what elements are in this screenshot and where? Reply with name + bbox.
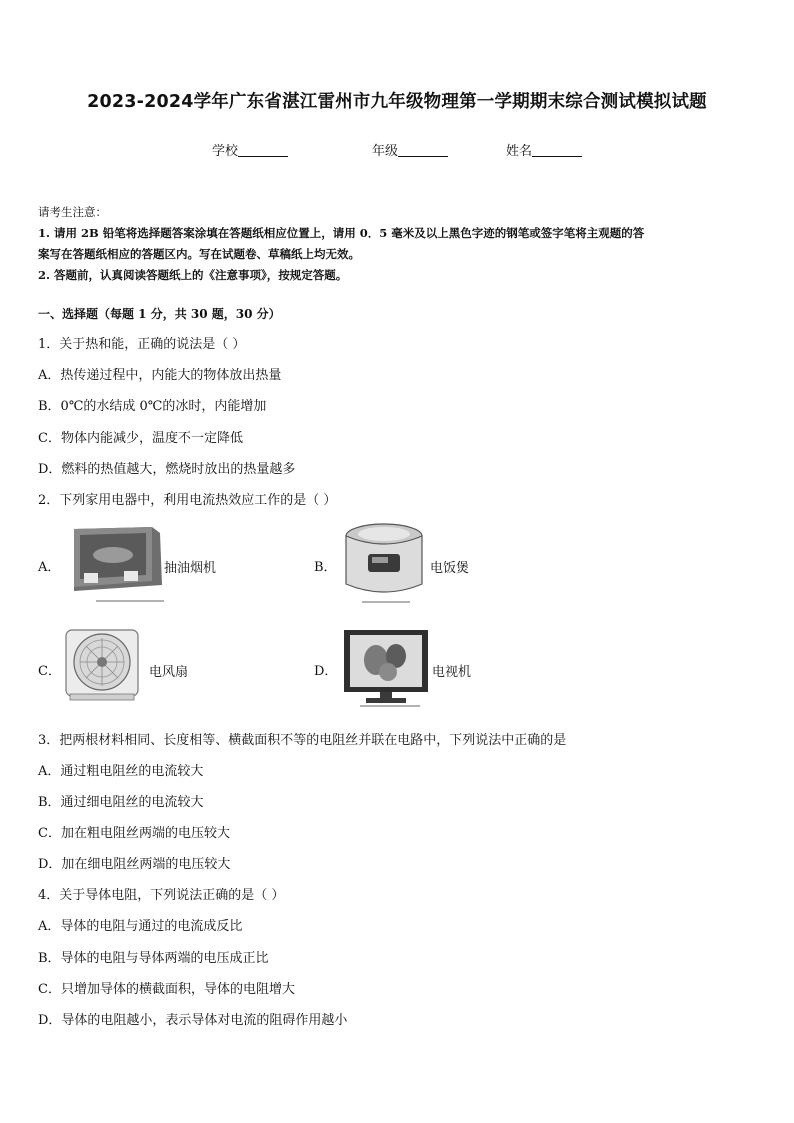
- question-2-option-b-label: 电饭煲: [430, 561, 470, 576]
- question-2-option-d-letter: D．: [314, 664, 338, 679]
- question-4-option-b: B．导体的电阻与导体两端的电压成正比: [38, 951, 269, 966]
- question-4-option-d: D．导体的电阻越小，表示导体对电流的阻碍作用越小: [38, 1013, 348, 1028]
- grade-label: 年级: [372, 144, 399, 159]
- question-4-option-a: A．导体的电阻与通过的电流成反比: [38, 919, 243, 934]
- page-title: 2023-2024学年广东省湛江雷州市九年级物理第一学期期末综合测试模拟试题: [87, 92, 707, 112]
- question-2-option-a-letter: A．: [38, 560, 61, 575]
- note-line: 1. 请用 2B 铅笔将选择题答案涂填在答题纸相应位置上，请用 0．5 毫米及以上黑色字迹的钢笔或签字笔将主观题的答: [38, 226, 645, 240]
- school-blank: [238, 142, 288, 157]
- question-1-option-c: C．物体内能减少，温度不一定降低: [38, 431, 243, 446]
- question-1-option-d: D．燃料的热值越大，燃烧时放出的热量越多: [38, 462, 296, 477]
- question-3-option-a: A．通过粗电阻丝的电流较大: [38, 764, 204, 779]
- note-line: 2. 答题前，认真阅读答题纸上的《注意事项》，按规定答题。: [38, 268, 348, 282]
- question-2-option-c-label: 电风扇: [149, 665, 189, 680]
- exam-notes: [38, 202, 760, 286]
- name-blank: [532, 142, 582, 157]
- notes-heading: 请考生注意：: [38, 205, 107, 219]
- question-3-option-b: B．通过细电阻丝的电流较大: [38, 795, 204, 810]
- question-2-stem: 2．下列家用电器中，利用电流热效应工作的是（ ）: [38, 493, 337, 508]
- school-field: [212, 140, 288, 159]
- name-label: 姓名: [506, 144, 533, 159]
- question-2-option-c-letter: C．: [38, 664, 61, 679]
- question-1-option-b: B．0℃的水结成 0℃的冰时，内能增加: [38, 399, 267, 414]
- note-line: 案写在答题纸相应的答题区内。写在试题卷、草稿纸上均无效。: [38, 247, 360, 261]
- question-2-option-d-label: 电视机: [432, 665, 472, 680]
- question-1-option-a: A．热传递过程中，内能大的物体放出热量: [38, 368, 282, 383]
- television-image: [340, 628, 432, 708]
- rice-cooker-image: [340, 522, 432, 604]
- question-1-stem: 1．关于热和能，正确的说法是（ ）: [38, 337, 246, 352]
- grade-blank: [398, 142, 448, 157]
- name-field: [506, 140, 582, 159]
- question-4-stem: 4．关于导体电阻，下列说法正确的是（ ）: [38, 888, 285, 903]
- range-hood-image: [66, 525, 166, 603]
- grade-field: [372, 140, 448, 159]
- school-label: 学校: [212, 144, 239, 159]
- question-4-option-c: C．只增加导体的横截面积，导体的电阻增大: [38, 982, 295, 997]
- question-2-option-a-label: 抽油烟机: [164, 561, 217, 576]
- question-3-stem: 3．把两根材料相同、长度相等、横截面积不等的电阻丝并联在电路中，下列说法中正确的是: [38, 733, 567, 748]
- section-title: 一、选择题（每题 1 分，共 30 题，30 分）: [38, 307, 281, 321]
- question-2-option-b-letter: B．: [314, 560, 337, 575]
- question-3-option-c: C．加在粗电阻丝两端的电压较大: [38, 826, 230, 841]
- question-3-option-d: D．加在细电阻丝两端的电压较大: [38, 857, 231, 872]
- electric-fan-image: [62, 628, 148, 708]
